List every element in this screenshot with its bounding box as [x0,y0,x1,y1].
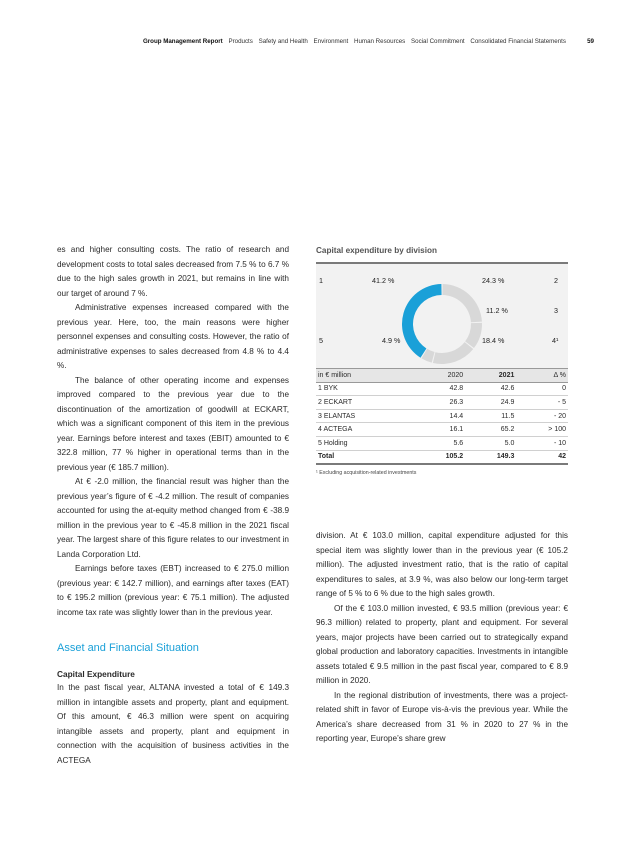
table-cell: 42.6 [465,382,516,396]
donut-label: 4.9 % [382,336,401,345]
figure-title: Capital expenditure by division [316,246,438,255]
donut-label: 4¹ [552,336,559,345]
table-cell: 5 Holding [316,436,414,450]
table-row [316,423,568,437]
table-cell: - 10 [516,436,568,450]
subheading: Capital Expenditure [57,669,135,679]
nav-item-environment[interactable]: Environment [313,38,349,45]
table-cell: 11.5 [465,409,516,423]
donut-label: 18.4 % [482,336,505,345]
paragraph: Of the € 103.0 million invested, € 93.5 million (previous year: € 96.3 million) related to property, plant and equipment. For several years, major projects have been carried out to strategically expand global production and laboratory capacities. Investments in intangible assets totaled € 9.5 million in the past fiscal year, compared to € 8.9 million in 2020. [316,603,568,685]
table-cell: 5.0 [465,436,516,450]
donut-slice-eckart [442,284,481,322]
table-cell: - 5 [516,396,568,410]
table-header-cell: 2021 [465,369,516,382]
donut-label: 11.2 % [486,306,508,315]
table-row [316,436,568,450]
table-cell: 16.1 [414,423,465,437]
table-header-row [316,369,568,382]
table-cell: 4 ACTEGA [316,423,414,437]
table-cell: > 100 [516,423,568,437]
table-cell: 14.4 [414,409,465,423]
paragraph: Earnings before taxes (EBT) increased to € 275.0 million (previous year: € 142.7 million), and earnings after taxes (EAT) to € 195.2 million (previous year: € 75.1 million). The adjusted income tax rate was slightly lower than in the previous year. [57,564,289,617]
table-row [316,396,568,410]
table-header-cell: Δ % [516,369,568,382]
paragraph: At € -2.0 million, the financial result was higher than the previous year’s figure of € -4.2 million. The result of companies accounted for using the at-equity method changed from € -38.9 million in the previous year to € -45.8 million in the 2021 fiscal year. The largest share of this figure relates to our investment in Landa Corporation Ltd. [57,477,289,559]
donut-label: 41.2 % [372,276,395,285]
paragraph: In the regional distribution of investments, there was a project-related shift in favor of Europe vis-à-vis the previous year. While the America’s share decreased from 31 % in 2020 to 27 % in the reporting year, Europe’s share grew [316,690,568,743]
table-cell: 149.3 [465,450,516,464]
donut-slice-actega [433,342,473,364]
table-cell: 26.3 [414,396,465,410]
left-column [57,243,289,768]
table-row [316,409,568,423]
donut-slice-byk [402,284,442,358]
section-heading: Asset and Financial Situation [57,642,199,654]
nav-item-human-resources[interactable]: Human Resources [354,38,406,45]
nav-item-safety-health[interactable]: Safety and Health [258,38,308,45]
table-cell: 105.2 [414,450,465,464]
donut-chart-panel [316,262,568,369]
running-header [0,38,634,48]
paragraph: In the past fiscal year, ALTANA invested a total of € 149.3 million in intangible assets and property, plant and equipment. Of this amount, € 46.3 million were spent on acquiring intangible assets and property, plant and equipment in connection with the acquisition of business activities in the ACTEGA [57,683,289,765]
donut-label: 1 [319,276,323,285]
table-cell: 42.8 [414,382,465,396]
capex-table [316,369,568,465]
paragraph: division. At € 103.0 million, capital expenditure adjusted for this special item was slightly lower than in the previous year (€ 105.2 million). The adjusted investment ratio, that is the ratio of capital expenditures to sales, at 3.9 %, was also below our long-term target range of 5 % to 6 % due to the high sales growth. [316,531,568,598]
table-cell: 5.6 [414,436,465,450]
paragraph: The balance of other operating income and expenses improved compared to the previous year due to the discontinuation of the amortization of goodwill at ECKART, which was a significant component of this item in the previous year. Earnings before interest and taxes (EBIT) amounted to € 322.8 million, 77 % higher in operational terms than in the previous year (€ 185.7 million). [57,375,289,472]
table-header-cell: in € million [316,369,414,382]
nav-item-consolidated-statements[interactable]: Consolidated Financial Statements [470,38,566,45]
donut-label: 24.3 % [482,276,505,285]
table-cell: 42 [516,450,568,464]
nav-item-social-commitment[interactable]: Social Commitment [411,38,465,45]
table-cell: 2 ECKART [316,396,414,410]
table-cell: 65.2 [465,423,516,437]
donut-label: 5 [319,336,323,345]
table-cell: 1 BYK [316,382,414,396]
paragraph: Administrative expenses increased compared with the previous year. Here, too, the main reasons were higher personnel expenses and consulting costs. However, the ratio of administrative expenses to sales decreased from 4.8 % to 4.4 %. [57,303,289,370]
capex-figure [316,244,568,476]
paragraph: es and higher consulting costs. The ratio of research and development costs to total sales decreased from 7.5 % to 6.7 % due to the high sales growth in 2021, but remains in line with our target of around 7 %. [57,245,289,298]
nav-item-group-management-report[interactable]: Group Management Report [142,38,223,45]
table-cell: Total [316,450,414,464]
donut-label: 2 [554,276,558,285]
table-header-cell: 2020 [414,369,465,382]
page-number: 59 [587,38,594,45]
table-total-row [316,450,568,464]
table-cell: 0 [516,382,568,396]
table-cell: - 20 [516,409,568,423]
table-cell: 24.9 [465,396,516,410]
donut-chart [400,282,484,366]
nav-item-products[interactable]: Products [228,38,253,45]
table-cell: 3 ELANTAS [316,409,414,423]
donut-slice-elantas [465,323,482,348]
table-row [316,382,568,396]
header-nav [139,38,566,45]
right-column [316,529,568,747]
footnote: ¹ Excluding acquisition-related investments [316,470,417,477]
donut-label: 3 [554,306,558,315]
